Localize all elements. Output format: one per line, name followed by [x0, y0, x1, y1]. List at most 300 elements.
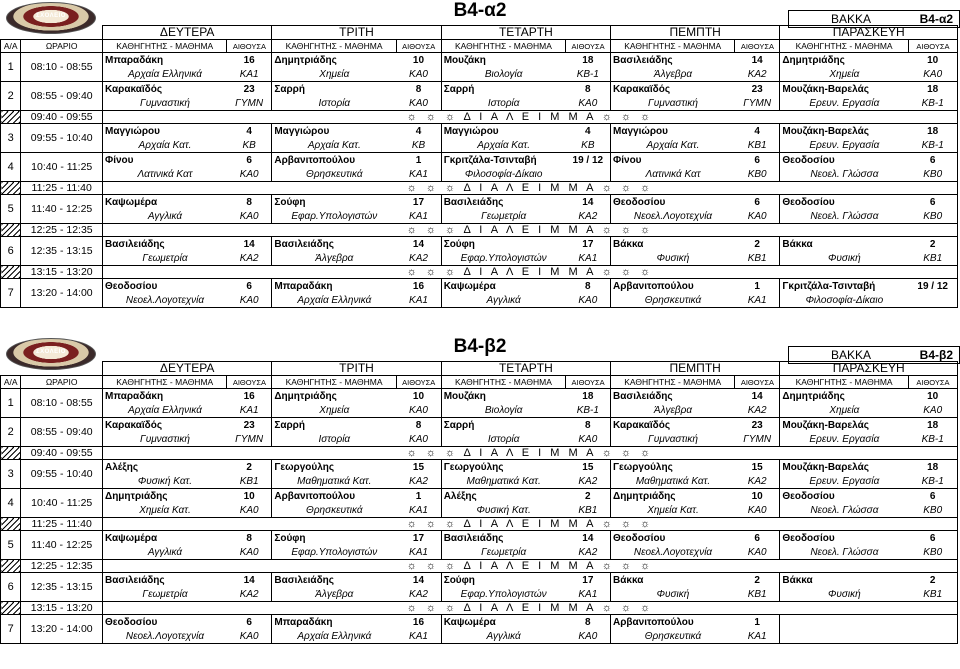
room-code: ΚΒ1 — [735, 251, 780, 266]
room-code: ΚΒ — [227, 138, 272, 153]
subject-name: Αρχαία Ελληνικά — [103, 403, 227, 418]
teacher-number: 6 — [227, 615, 272, 630]
period-number: 2 — [1, 418, 21, 447]
room-code: ΚΑ0 — [227, 545, 272, 560]
room-code: ΚΑ1 — [227, 403, 272, 418]
break-label: ☼ ☼ ☼ Δ Ι Α Λ Ε Ι Μ Μ Α ☼ ☼ ☼ — [103, 182, 958, 195]
teacher-number — [908, 615, 957, 630]
room-code: ΚΑ0 — [566, 629, 611, 644]
room-code: ΚΑ0 — [227, 629, 272, 644]
teacher-name: Αλέξης — [441, 489, 565, 504]
teacher-number: 16 — [227, 53, 272, 68]
room-header: ΑΙΘΟΥΣΑ — [566, 376, 611, 389]
room-code: ΚΒ-1 — [566, 67, 611, 82]
teacher-number: 6 — [908, 195, 957, 210]
period-row — [1, 195, 958, 210]
room-code: ΚΑ0 — [396, 96, 441, 111]
teacher-name: Δημητριάδης — [272, 389, 396, 404]
teacher-name: Θεοδοσίου — [103, 615, 227, 630]
teacher-name: Καψωμέρα — [103, 531, 227, 546]
teacher-number: 23 — [227, 82, 272, 97]
subject-name: Νεοελ. Γλώσσα — [780, 209, 909, 224]
subject-name: Γυμναστική — [611, 432, 735, 447]
period-row — [1, 237, 958, 252]
teacher-number: 16 — [396, 615, 441, 630]
teacher-number: 18 — [908, 82, 957, 97]
break-label: ☼ ☼ ☼ Δ Ι Α Λ Ε Ι Μ Μ Α ☼ ☼ ☼ — [103, 602, 958, 615]
school-logo: ΣΧΟΛΕΙΟ — [6, 2, 96, 34]
room-code — [908, 293, 957, 308]
subject-name: Χημεία Κατ. — [103, 503, 227, 518]
subject-name: Μαθηματικά Κατ. — [611, 474, 735, 489]
teacher-subject-header: ΚΑΘΗΓΗΤΗΣ - ΜΑΘΗΜΑ — [441, 376, 565, 389]
teacher-number: 18 — [566, 53, 611, 68]
teacher-number: 4 — [396, 124, 441, 139]
teacher-name: Μουζάκη-Βαρελάς — [780, 124, 909, 139]
break-label: ☼ ☼ ☼ Δ Ι Α Λ Ε Ι Μ Μ Α ☼ ☼ ☼ — [103, 560, 958, 573]
day-header: ΤΕΤΑΡΤΗ — [441, 362, 610, 376]
period-subject-row — [1, 545, 958, 560]
break-row — [1, 182, 958, 195]
day-header: ΔΕΥΤΕΡΑ — [103, 362, 272, 376]
room-code: ΚΑ1 — [396, 503, 441, 518]
column-header-row — [1, 376, 958, 389]
room-code: ΚΒ — [566, 138, 611, 153]
teacher-name: Μουζάκη — [441, 53, 565, 68]
break-label: ☼ ☼ ☼ Δ Ι Α Λ Ε Ι Μ Μ Α ☼ ☼ ☼ — [103, 518, 958, 531]
room-code: ΚΑ0 — [396, 67, 441, 82]
subject-name: Άλγεβρα — [611, 67, 735, 82]
teacher-number: 6 — [908, 531, 957, 546]
room-code: ΚΒ1 — [566, 503, 611, 518]
period-time: 11:40 - 12:25 — [21, 531, 103, 560]
room-code: ΚΒ — [396, 138, 441, 153]
teacher-number: 14 — [396, 573, 441, 588]
subject-name: Φυσική Κατ. — [103, 474, 227, 489]
time-header: ΩΡΑΡΙΟ — [21, 376, 103, 389]
period-number: 5 — [1, 195, 21, 224]
room-code: ΚΑ0 — [566, 293, 611, 308]
subject-name: Γυμναστική — [611, 96, 735, 111]
teacher-name: Δημητριάδης — [103, 489, 227, 504]
break-time: 13:15 - 13:20 — [21, 266, 103, 279]
subject-name: Φιλοσοφία-Δίκαιο — [780, 293, 909, 308]
teacher-name: Αρβανιτοπούλου — [611, 615, 735, 630]
teacher-number: 8 — [566, 82, 611, 97]
period-time: 10:40 - 11:25 — [21, 153, 103, 182]
period-subject-row — [1, 251, 958, 266]
period-number: 2 — [1, 82, 21, 111]
hatch-cell — [1, 518, 21, 531]
teacher-number: 8 — [566, 418, 611, 433]
subject-name: Εφαρ.Υπολογιστών — [441, 587, 565, 602]
room-code: ΚΑ1 — [396, 167, 441, 182]
period-subject-row — [1, 587, 958, 602]
teacher-number: 14 — [396, 237, 441, 252]
room-header: ΑΙΘΟΥΣΑ — [227, 40, 272, 53]
teacher-name: Σαρρή — [441, 418, 565, 433]
subject-name: Ερευν. Εργασία — [780, 474, 909, 489]
teacher-number: 18 — [908, 460, 957, 475]
break-time: 12:25 - 12:35 — [21, 224, 103, 237]
room-code: ΚΑ1 — [396, 209, 441, 224]
column-header-row — [1, 40, 958, 53]
period-subject-row — [1, 67, 958, 82]
room-code: ΚΑ1 — [566, 251, 611, 266]
subject-name: Ερευν. Εργασία — [780, 432, 909, 447]
subject-name: Χημεία — [780, 403, 909, 418]
teacher-number: 2 — [908, 237, 957, 252]
room-code — [566, 167, 611, 182]
period-subject-row — [1, 503, 958, 518]
subject-name: Αρχαία Κατ. — [272, 138, 396, 153]
room-code: ΚΑ1 — [566, 587, 611, 602]
teacher-name: Θεοδοσίου — [780, 153, 909, 168]
teacher-number: 10 — [396, 389, 441, 404]
break-row — [1, 266, 958, 279]
teacher-name: Θεοδοσίου — [780, 195, 909, 210]
teacher-number: 14 — [227, 237, 272, 252]
break-row — [1, 111, 958, 124]
teacher-number: 23 — [735, 418, 780, 433]
period-subject-row — [1, 209, 958, 224]
teacher-name: Βασιλειάδης — [272, 237, 396, 252]
teacher-name: Αρβανιτοπούλου — [611, 279, 735, 294]
room-code: ΚΑ2 — [227, 251, 272, 266]
break-label: ☼ ☼ ☼ Δ Ι Α Λ Ε Ι Μ Μ Α ☼ ☼ ☼ — [103, 111, 958, 124]
teacher-number: 6 — [227, 279, 272, 294]
room-code: ΚΒ1 — [908, 251, 957, 266]
teacher-name: Σούφη — [441, 573, 565, 588]
teacher-name: Σούφη — [272, 195, 396, 210]
period-number: 5 — [1, 531, 21, 560]
subject-name: Γεωμετρία — [441, 209, 565, 224]
period-row — [1, 153, 958, 168]
teacher-number: 16 — [396, 279, 441, 294]
room-code: ΚΑ0 — [396, 432, 441, 447]
period-time: 09:55 - 10:40 — [21, 124, 103, 153]
break-row — [1, 224, 958, 237]
teacher-name: Γεωργούλης — [611, 460, 735, 475]
period-row — [1, 531, 958, 546]
teacher-number: 2 — [908, 573, 957, 588]
teacher-name: Μουζάκη-Βαρελάς — [780, 82, 909, 97]
room-code: ΚΒ-1 — [908, 474, 957, 489]
room-code: ΚΑ0 — [227, 503, 272, 518]
break-label: ☼ ☼ ☼ Δ Ι Α Λ Ε Ι Μ Μ Α ☼ ☼ ☼ — [103, 447, 958, 460]
period-number: 1 — [1, 389, 21, 418]
teacher-number: 17 — [566, 573, 611, 588]
period-number: 4 — [1, 153, 21, 182]
aa-header: Α/Α — [1, 376, 21, 389]
period-number: 6 — [1, 573, 21, 602]
period-time: 10:40 - 11:25 — [21, 489, 103, 518]
period-number: 3 — [1, 124, 21, 153]
page-title: Β4-α2 — [453, 0, 507, 21]
teacher-name: Σούφη — [272, 531, 396, 546]
period-row — [1, 460, 958, 475]
subject-name: Ιστορία — [272, 432, 396, 447]
timetable-b — [0, 336, 960, 669]
room-code: ΚΑ2 — [227, 587, 272, 602]
room-code: ΓΥΜΝ — [227, 432, 272, 447]
subject-name: Χημεία — [272, 67, 396, 82]
teacher-name: Καψωμέρα — [103, 195, 227, 210]
period-row — [1, 82, 958, 97]
room-code: ΚΑ0 — [566, 96, 611, 111]
hatch-cell — [1, 224, 21, 237]
teacher-name: Σαρρή — [272, 82, 396, 97]
room-code: ΚΒ0 — [908, 167, 957, 182]
room-header: ΑΙΘΟΥΣΑ — [735, 40, 780, 53]
period-time: 13:20 - 14:00 — [21, 279, 103, 308]
period-time: 08:55 - 09:40 — [21, 82, 103, 111]
teacher-name: Δημητριάδης — [272, 53, 396, 68]
period-row — [1, 389, 958, 404]
teacher-number: 6 — [735, 195, 780, 210]
room-code: ΚΑ1 — [396, 545, 441, 560]
room-code: ΚΒ0 — [908, 503, 957, 518]
teacher-name: Μαγγιώρου — [103, 124, 227, 139]
teacher-name: Βάκκα — [611, 237, 735, 252]
subject-name: Αγγλικά — [441, 293, 565, 308]
period-row — [1, 615, 958, 630]
teacher-number: 8 — [227, 195, 272, 210]
teacher-number: 2 — [566, 489, 611, 504]
teacher-number: 1 — [396, 489, 441, 504]
day-header: ΤΡΙΤΗ — [272, 362, 441, 376]
teacher-subject-header: ΚΑΘΗΓΗΤΗΣ - ΜΑΘΗΜΑ — [103, 40, 227, 53]
teacher-number: 4 — [227, 124, 272, 139]
subject-name: Αρχαία Ελληνικά — [272, 293, 396, 308]
subject-name: Αγγλικά — [103, 545, 227, 560]
period-time: 09:55 - 10:40 — [21, 460, 103, 489]
subject-name: Αρχαία Ελληνικά — [103, 67, 227, 82]
room-header: ΑΙΘΟΥΣΑ — [396, 376, 441, 389]
day-header: ΤΕΤΑΡΤΗ — [441, 26, 610, 40]
room-code: ΚΑ1 — [396, 629, 441, 644]
room-code: ΚΒ-1 — [908, 96, 957, 111]
subject-name: Λατινικά Κατ — [611, 167, 735, 182]
subject-name: Εφαρ.Υπολογιστών — [441, 251, 565, 266]
subject-name: Φυσική — [611, 251, 735, 266]
teacher-name: Βασιλειάδης — [611, 389, 735, 404]
room-code: ΚΒ1 — [227, 474, 272, 489]
teacher-name: Θεοδοσίου — [103, 279, 227, 294]
teacher-number: 15 — [735, 460, 780, 475]
teacher-name: Μαγγιώρου — [272, 124, 396, 139]
blank-cell — [1, 26, 103, 40]
room-header: ΑΙΘΟΥΣΑ — [908, 376, 957, 389]
room-code: ΚΒ0 — [908, 209, 957, 224]
room-code: ΚΒ0 — [908, 545, 957, 560]
teacher-number: 15 — [396, 460, 441, 475]
teacher-name: Σαρρή — [441, 82, 565, 97]
break-time: 09:40 - 09:55 — [21, 111, 103, 124]
room-code: ΚΑ1 — [227, 67, 272, 82]
subject-name: Ιστορία — [441, 96, 565, 111]
class-label: ΒΑΚΚΑ — [831, 348, 872, 362]
room-code: ΚΑ2 — [566, 474, 611, 489]
teacher-number: 8 — [566, 615, 611, 630]
teacher-subject-header: ΚΑΘΗΓΗΤΗΣ - ΜΑΘΗΜΑ — [103, 376, 227, 389]
subject-name: Εφαρ.Υπολογιστών — [272, 545, 396, 560]
subject-name: Φυσική — [780, 587, 909, 602]
subject-name: Μαθηματικά Κατ. — [441, 474, 565, 489]
period-number: 3 — [1, 460, 21, 489]
day-header: ΠΕΜΠΤΗ — [611, 26, 780, 40]
room-code: ΚΒ-1 — [908, 138, 957, 153]
teacher-number: 8 — [396, 418, 441, 433]
subject-name: Βιολογία — [441, 403, 565, 418]
room-code: ΚΑ2 — [396, 251, 441, 266]
teacher-number: 14 — [735, 389, 780, 404]
room-code: ΚΑ0 — [227, 293, 272, 308]
room-header: ΑΙΘΟΥΣΑ — [735, 376, 780, 389]
subject-name: Νεοελ.Λογοτεχνία — [103, 629, 227, 644]
teacher-number: 19 / 12 — [908, 279, 957, 294]
subject-name: Γεωμετρία — [103, 587, 227, 602]
room-code: ΚΑ2 — [396, 587, 441, 602]
subject-name: Θρησκευτικά — [272, 503, 396, 518]
teacher-name: Καρακαϊδός — [103, 82, 227, 97]
period-subject-row — [1, 403, 958, 418]
break-row — [1, 518, 958, 531]
teacher-name: Δημητριάδης — [780, 53, 909, 68]
subject-name: Χημεία Κατ. — [611, 503, 735, 518]
teacher-name: Βάκκα — [780, 573, 909, 588]
room-code: ΚΑ0 — [908, 403, 957, 418]
teacher-number: 6 — [908, 489, 957, 504]
teacher-number: 2 — [227, 460, 272, 475]
break-label: ☼ ☼ ☼ Δ Ι Α Λ Ε Ι Μ Μ Α ☼ ☼ ☼ — [103, 224, 958, 237]
period-subject-row — [1, 293, 958, 308]
room-header: ΑΙΘΟΥΣΑ — [566, 40, 611, 53]
teacher-number: 10 — [227, 489, 272, 504]
teacher-name: Μπαραδάκη — [272, 615, 396, 630]
room-header: ΑΙΘΟΥΣΑ — [227, 376, 272, 389]
day-header: ΤΡΙΤΗ — [272, 26, 441, 40]
subject-name: Ερευν. Εργασία — [780, 138, 909, 153]
room-code: ΚΑ0 — [735, 209, 780, 224]
period-subject-row — [1, 432, 958, 447]
teacher-number: 18 — [908, 418, 957, 433]
period-subject-row — [1, 96, 958, 111]
class-label: ΒΑΚΚΑ — [831, 12, 872, 26]
subject-name: Γυμναστική — [103, 432, 227, 447]
subject-name: Φυσική — [611, 587, 735, 602]
teacher-name: Καρακαϊδός — [103, 418, 227, 433]
room-code: ΚΒ0 — [735, 167, 780, 182]
teacher-number: 8 — [566, 279, 611, 294]
schedule-table — [0, 361, 958, 644]
room-code: ΚΒ1 — [908, 587, 957, 602]
teacher-number: 16 — [227, 389, 272, 404]
hatch-cell — [1, 111, 21, 124]
teacher-name: Σούφη — [441, 237, 565, 252]
room-code: ΓΥΜΝ — [735, 432, 780, 447]
teacher-name: Μουζάκη-Βαρελάς — [780, 460, 909, 475]
teacher-name: Γεωργούλης — [441, 460, 565, 475]
break-row — [1, 602, 958, 615]
teacher-name: Μπαραδάκη — [272, 279, 396, 294]
subject-name: Ερευν. Εργασία — [780, 96, 909, 111]
teacher-number: 10 — [396, 53, 441, 68]
room-header: ΑΙΘΟΥΣΑ — [908, 40, 957, 53]
room-code — [908, 629, 957, 644]
teacher-number: 14 — [227, 573, 272, 588]
class-code: Β4-β2 — [919, 348, 953, 362]
teacher-name: Γεωργούλης — [272, 460, 396, 475]
teacher-subject-header: ΚΑΘΗΓΗΤΗΣ - ΜΑΘΗΜΑ — [611, 40, 735, 53]
subject-name: Χημεία — [780, 67, 909, 82]
teacher-name: Αλέξης — [103, 460, 227, 475]
room-header: ΑΙΘΟΥΣΑ — [396, 40, 441, 53]
teacher-subject-header: ΚΑΘΗΓΗΤΗΣ - ΜΑΘΗΜΑ — [611, 376, 735, 389]
teacher-name: Μουζάκη-Βαρελάς — [780, 418, 909, 433]
teacher-number: 6 — [908, 153, 957, 168]
period-row — [1, 53, 958, 68]
room-code: ΚΑ0 — [227, 209, 272, 224]
room-code: ΚΑ1 — [735, 293, 780, 308]
subject-name: Άλγεβρα — [272, 251, 396, 266]
teacher-name: Μπαραδάκη — [103, 53, 227, 68]
period-subject-row — [1, 167, 958, 182]
room-code: ΚΑ2 — [396, 474, 441, 489]
break-row — [1, 560, 958, 573]
teacher-name: Φίνου — [103, 153, 227, 168]
subject-name: Νεοελ. Γλώσσα — [780, 545, 909, 560]
teacher-number: 19 / 12 — [566, 153, 611, 168]
break-row — [1, 447, 958, 460]
teacher-number: 17 — [566, 237, 611, 252]
teacher-number: 18 — [566, 389, 611, 404]
teacher-name: Γκριτζάλα-Τσινταβή — [441, 153, 565, 168]
room-code: ΚΑ1 — [396, 293, 441, 308]
room-code: ΚΑ0 — [227, 167, 272, 182]
teacher-name: Μαγγιώρου — [611, 124, 735, 139]
subject-name: Νεοελ.Λογοτεχνία — [611, 545, 735, 560]
teacher-number: 23 — [227, 418, 272, 433]
break-time: 09:40 - 09:55 — [21, 447, 103, 460]
room-code: ΚΑ0 — [908, 67, 957, 82]
teacher-name: Αρβανιτοπούλου — [272, 489, 396, 504]
teacher-name: Βασιλειάδης — [611, 53, 735, 68]
teacher-number: 2 — [735, 573, 780, 588]
teacher-name: Βασιλειάδης — [441, 195, 565, 210]
room-code: ΚΒ1 — [735, 587, 780, 602]
subject-name: Άλγεβρα — [272, 587, 396, 602]
subject-name: Θρησκευτικά — [611, 629, 735, 644]
room-code: ΚΒ-1 — [908, 432, 957, 447]
subject-name: Αγγλικά — [441, 629, 565, 644]
subject-name: Φυσική — [780, 251, 909, 266]
subject-name — [780, 629, 909, 644]
break-time: 11:25 - 11:40 — [21, 518, 103, 531]
period-number: 7 — [1, 615, 21, 644]
room-code: ΚΑ2 — [735, 403, 780, 418]
page-title: Β4-β2 — [453, 336, 507, 357]
room-code: ΚΑ0 — [566, 432, 611, 447]
subject-name: Ιστορία — [272, 96, 396, 111]
teacher-name: Φίνου — [611, 153, 735, 168]
period-number: 7 — [1, 279, 21, 308]
hatch-cell — [1, 602, 21, 615]
room-code: ΓΥΜΝ — [227, 96, 272, 111]
teacher-name: Θεοδοσίου — [611, 195, 735, 210]
hatch-cell — [1, 560, 21, 573]
room-code: ΚΑ2 — [735, 67, 780, 82]
